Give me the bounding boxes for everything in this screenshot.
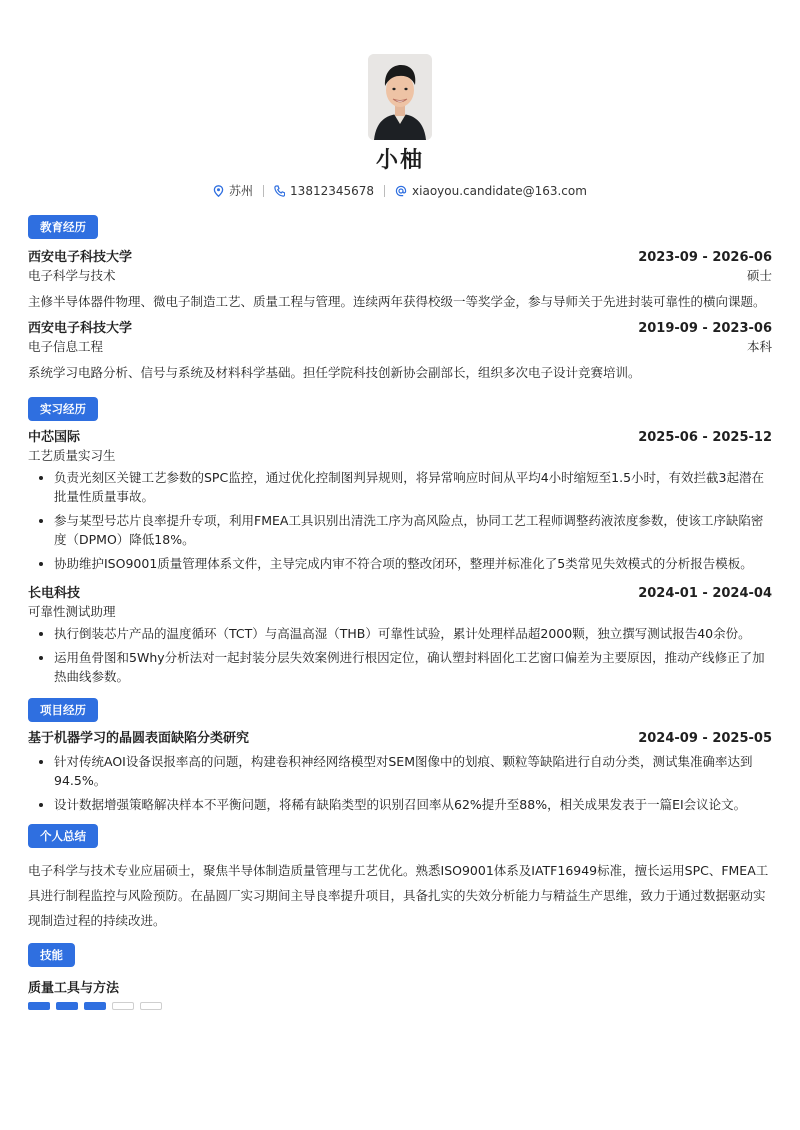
list-item: • 执行倒装芯片产品的温度循环（TCT）与高温高湿（THB）可靠性试验，累计处理样品超2000颗，独立撰写测试报告40余份。 xyxy=(54,624,772,643)
school-name: 西安电子科技大学 xyxy=(28,321,133,336)
list-item: • 负责光刻区关键工艺参数的SPC监控，通过优化控制图判异规则，将异常响应时间从平均4小时缩短至1.5小时，有效拦截3起潜在批量性质量事故。 xyxy=(54,468,772,506)
summary-section xyxy=(28,824,772,933)
phone-text[interactable]: 13812345678 xyxy=(290,183,375,198)
list-item: • 协助维护ISO9001质量管理体系文件，主导完成内审不符合项的整改闭环，整理并标准化了5类常见失效模式的分析报告模板。 xyxy=(54,554,772,573)
portrait-illustration xyxy=(368,54,432,140)
education-description: 主修半导体器件物理、微电子制造工艺、质量工程与管理。连续两年获得校级一等奖学金，参与导师关于先进封装可靠性的横向课题。 xyxy=(28,294,766,309)
skill-level-segment xyxy=(56,1002,78,1010)
list-item: • 设计数据增强策略解决样本不平衡问题，将稀有缺陷类型的识别召回率从62%提升至88%，相关成果发表于一篇EI会议论文。 xyxy=(54,795,772,814)
internship-entry xyxy=(28,585,772,686)
project-bullets xyxy=(28,752,772,814)
internship-entry xyxy=(28,429,772,573)
skill-level-segment xyxy=(112,1002,134,1010)
internship-bullets xyxy=(28,468,772,573)
contact-phone xyxy=(264,184,384,198)
skills-section xyxy=(28,943,772,1010)
email-text[interactable]: xiaoyou.candidate@163.com xyxy=(412,183,587,198)
school-name: 西安电子科技大学 xyxy=(28,250,133,265)
summary-text: 电子科学与技术专业应届硕士，聚焦半导体制造质量管理与工艺优化。熟悉ISO9001体系及IATF16949标准，擅长运用SPC、FMEA工具进行制程监控与风险预防。在晶圆厂实习期间主导良率提升项目，具备扎实的失效分析能力与精益生产思维，致力于通过数据驱动实现制造过程的持续改进。 xyxy=(28,863,769,928)
section-title-summary: 个人总结 xyxy=(28,824,98,848)
job-role: 工艺质量实习生 xyxy=(28,448,116,463)
location-pin-icon xyxy=(213,185,224,197)
education-dates: 2019-09 - 2023-06 xyxy=(638,321,772,336)
list-item: • 运用鱼骨图和5Why分析法对一起封装分层失效案例进行根因定位，确认塑封料固化工艺窗口偏差为主要原因，推动产线修正了加热曲线参数。 xyxy=(54,648,772,686)
education-section xyxy=(28,215,772,385)
skill-level-segment xyxy=(140,1002,162,1010)
education-dates: 2023-09 - 2026-06 xyxy=(638,250,772,265)
internship-dates: 2025-06 - 2025-12 xyxy=(638,430,772,445)
projects-section xyxy=(28,698,772,814)
education-entry xyxy=(28,249,772,314)
list-item: • 参与某型号芯片良率提升专项，利用FMEA工具识别出清洗工序为高风险点，协同工艺工程师调整药液浓度参数，使该工序缺陷密度（DPMO）降低18%。 xyxy=(54,511,772,549)
skill-level-meter xyxy=(28,1002,772,1010)
candidate-name: 小柚 xyxy=(375,148,424,173)
degree: 硕士 xyxy=(746,268,772,283)
education-entry xyxy=(28,320,772,385)
section-title-projects: 项目经历 xyxy=(28,698,98,722)
skill-level-segment xyxy=(28,1002,50,1010)
project-name: 基于机器学习的晶圆表面缺陷分类研究 xyxy=(28,731,250,746)
email-at-icon xyxy=(395,185,407,197)
skill-name: 质量工具与方法 xyxy=(28,981,120,996)
contact-email xyxy=(385,184,597,198)
contact-location xyxy=(203,182,263,199)
internship-section xyxy=(28,397,772,686)
profile-photo xyxy=(368,54,432,140)
skill-level-segment xyxy=(84,1002,106,1010)
section-title-skills: 技能 xyxy=(28,943,75,967)
project-dates: 2024-09 - 2025-05 xyxy=(638,731,772,746)
internship-dates: 2024-01 - 2024-04 xyxy=(638,586,772,601)
contact-info xyxy=(28,182,772,199)
list-item: • 针对传统AOI设备误报率高的问题，构建卷积神经网络模型对SEM图像中的划痕、颗粒等缺陷进行自动分类，测试集准确率达到94.5%。 xyxy=(54,752,772,790)
job-role: 可靠性测试助理 xyxy=(28,604,116,619)
degree: 本科 xyxy=(746,339,772,354)
project-entry xyxy=(28,730,772,814)
phone-icon xyxy=(274,185,285,197)
location-text: 苏州 xyxy=(229,184,254,198)
education-description: 系统学习电路分析、信号与系统及材料科学基础。担任学院科技创新协会副部长，组织多次电子设计竞赛培训。 xyxy=(28,365,641,380)
section-title-internship: 实习经历 xyxy=(28,397,98,421)
major: 电子信息工程 xyxy=(28,339,104,354)
company-name: 中芯国际 xyxy=(28,430,81,445)
company-name: 长电科技 xyxy=(28,586,81,601)
resume-header xyxy=(28,0,772,199)
major: 电子科学与技术 xyxy=(28,268,116,283)
internship-bullets xyxy=(28,624,772,686)
section-title-education: 教育经历 xyxy=(28,215,98,239)
